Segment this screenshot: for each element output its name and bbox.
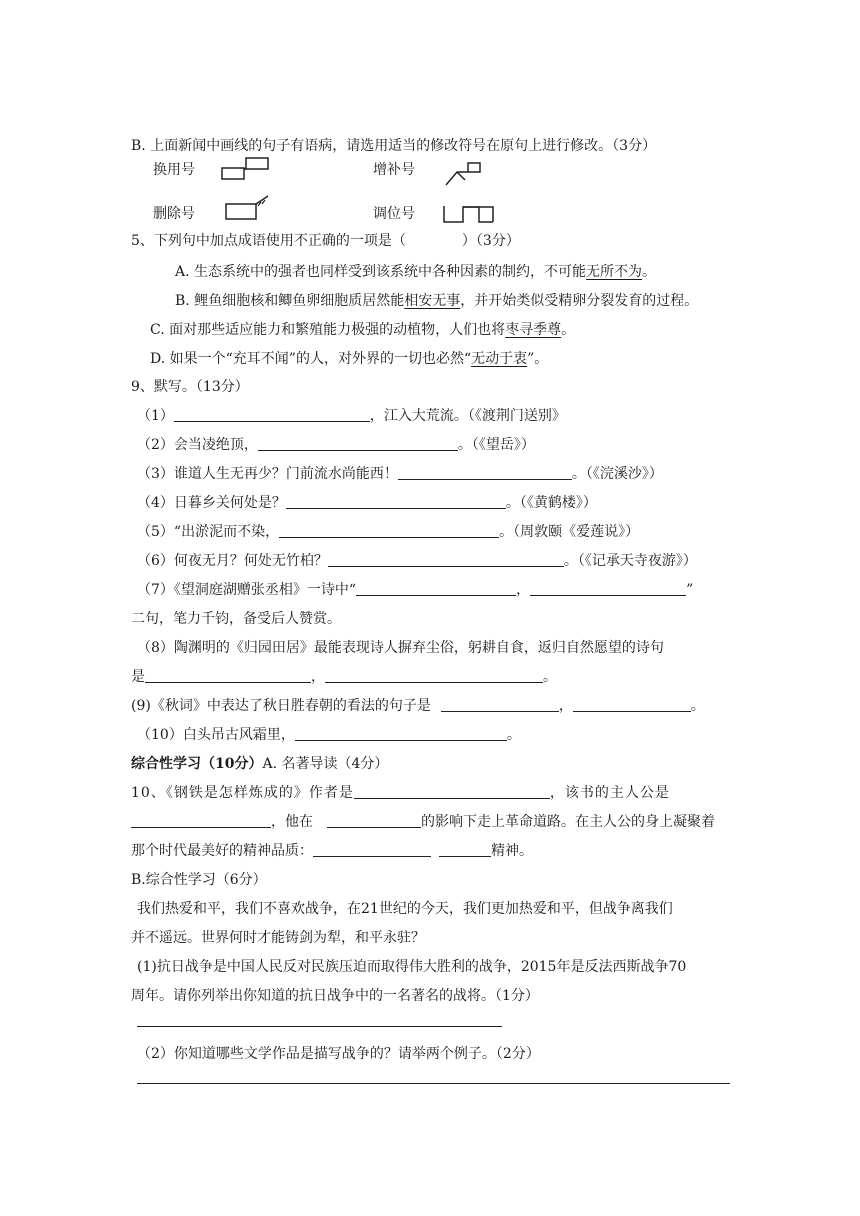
q1-line2: 周年。请你列举出你知道的抗日战争中的一名著名的战将。（1分）	[131, 988, 539, 1004]
q2-text: （2）你知道哪些文学作品是描写战争的？请举两个例子。（2分）	[137, 1046, 540, 1062]
replace-symbol-icon	[220, 156, 272, 182]
q10-line2: ，他在 的影响下走上革命道路。在主人公的身上凝聚着	[131, 812, 715, 832]
answer-blank[interactable]	[313, 842, 431, 857]
idiom-b: 相安无事	[404, 293, 461, 309]
reorder-symbol-icon	[441, 203, 497, 225]
symbol-label-reorder: 调位号	[373, 206, 415, 222]
q2-answer-line[interactable]	[137, 1083, 730, 1084]
partB-integrated-title: B.综合性学习（6分）	[131, 872, 267, 888]
q9-item-4: （4）日暮乡关何处是？ 。（《黄鹤楼》）	[137, 495, 597, 511]
answer-blank[interactable]	[325, 668, 543, 683]
q5-option-c: C. 面对那些适应能力和繁殖能力极强的动植物，人们也将枣寻季尊。	[150, 322, 576, 338]
answer-blank[interactable]	[295, 726, 507, 741]
q1-line1: (1)抗日战争是中国人民反对民族压迫而取得伟大胜利的战争，2015年是反法西斯战争70	[137, 959, 687, 975]
q5-option-d: D. 如果一个“充耳不闻”的人，对外界的一切也必然“无动于衷”。	[150, 351, 549, 367]
answer-blank[interactable]	[356, 581, 516, 596]
q10-line3: 那个时代最美好的精神品质： 精神。	[131, 843, 533, 859]
answer-blank[interactable]	[258, 436, 458, 451]
answer-blank[interactable]	[145, 668, 311, 683]
q9-item-2: （2）会当凌绝顶， 。（《望岳》）	[137, 437, 535, 453]
q5-option-a: A. 生态系统中的强者也同样受到该系统中各种因素的制约，不可能无所不为。	[175, 264, 657, 280]
symbol-label-delete: 删除号	[153, 206, 195, 222]
idiom-c: 枣寻季尊	[505, 322, 562, 338]
answer-blank[interactable]	[441, 697, 559, 712]
q9-item-3: （3）谁道人生无再少？门前流水尚能西！ 。（《浣溪沙》）	[137, 466, 663, 482]
q9-item-10: （10）白头吊古风霜里， 。	[137, 727, 521, 743]
answer-blank[interactable]	[573, 697, 691, 712]
answer-blank[interactable]	[131, 813, 271, 828]
answer-blank[interactable]	[174, 407, 370, 422]
q10-line1: 10、《钢铁是怎样炼成的》作者是 ，该书的主人公是	[131, 785, 670, 801]
partB-title: B. 上面新闻中画线的句子有语病，请选用适当的修改符号在原句上进行修改。（3分）	[131, 138, 657, 154]
q9-item-8: （8）陶渊明的《归园田居》最能表现诗人摒弃尘俗，躬耕自食，返归自然愿望的诗句	[137, 640, 664, 656]
q9-stem: 9、默写。（13分）	[131, 379, 249, 395]
q9-item-9: (9)《秋词》中表达了秋日胜春朝的看法的句子是 ， 。	[131, 698, 705, 714]
answer-blank[interactable]	[286, 494, 506, 509]
integrated-heading: 综合性学习（10分）A. 名著导读（4分）	[131, 756, 389, 772]
symbol-label-replace: 换用号	[153, 162, 195, 178]
q5-option-b: B. 鲤鱼细胞核和鲫鱼卵细胞质居然能相安无事，并开始类似受精卵分裂发育的过程。	[175, 293, 699, 309]
q1-answer-line[interactable]	[137, 1026, 502, 1027]
q9-item-1: （1） ，江入大荒流。（《渡荆门送别》	[137, 408, 566, 424]
answer-blank[interactable]	[530, 581, 686, 596]
answer-blank[interactable]	[327, 813, 421, 828]
idiom-d: 无动于衷	[471, 351, 528, 367]
idiom-a: 无所不为	[586, 264, 643, 280]
answer-blank[interactable]	[398, 465, 572, 480]
answer-blank[interactable]	[279, 523, 499, 538]
answer-blank[interactable]	[328, 552, 564, 567]
add-symbol-icon	[443, 160, 483, 190]
intro-line2: 并不遥远。世界何时才能铸剑为犁，和平永驻？	[131, 930, 425, 946]
answer-blank[interactable]	[354, 784, 550, 799]
q9-item-5: （5）“出淤泥而不染， 。（周敦颐《爱莲说》）	[137, 524, 640, 540]
q9-item-6: （6）何夜无月？何处无竹柏？ 。（《记承天寺夜游》）	[137, 553, 697, 569]
intro-line1: 我们热爱和平，我们不喜欢战争，在21世纪的今天，我们更加热爱和平，但战争离我们	[137, 901, 673, 917]
q9-item-8-cont: 是 ， 。	[131, 669, 557, 685]
delete-symbol-icon	[224, 194, 274, 222]
symbol-label-add: 增补号	[373, 162, 415, 178]
q9-item-7-cont: 二句，笔力千钧，备受后人赞赏。	[131, 611, 341, 627]
q9-item-7: （7）《望洞庭湖赠张丞相》一诗中“ ， ”	[137, 582, 694, 598]
answer-blank[interactable]	[439, 842, 491, 857]
q5-stem: 5、下列句中加点成语使用不正确的一项是（ ）（3分）	[131, 233, 520, 249]
